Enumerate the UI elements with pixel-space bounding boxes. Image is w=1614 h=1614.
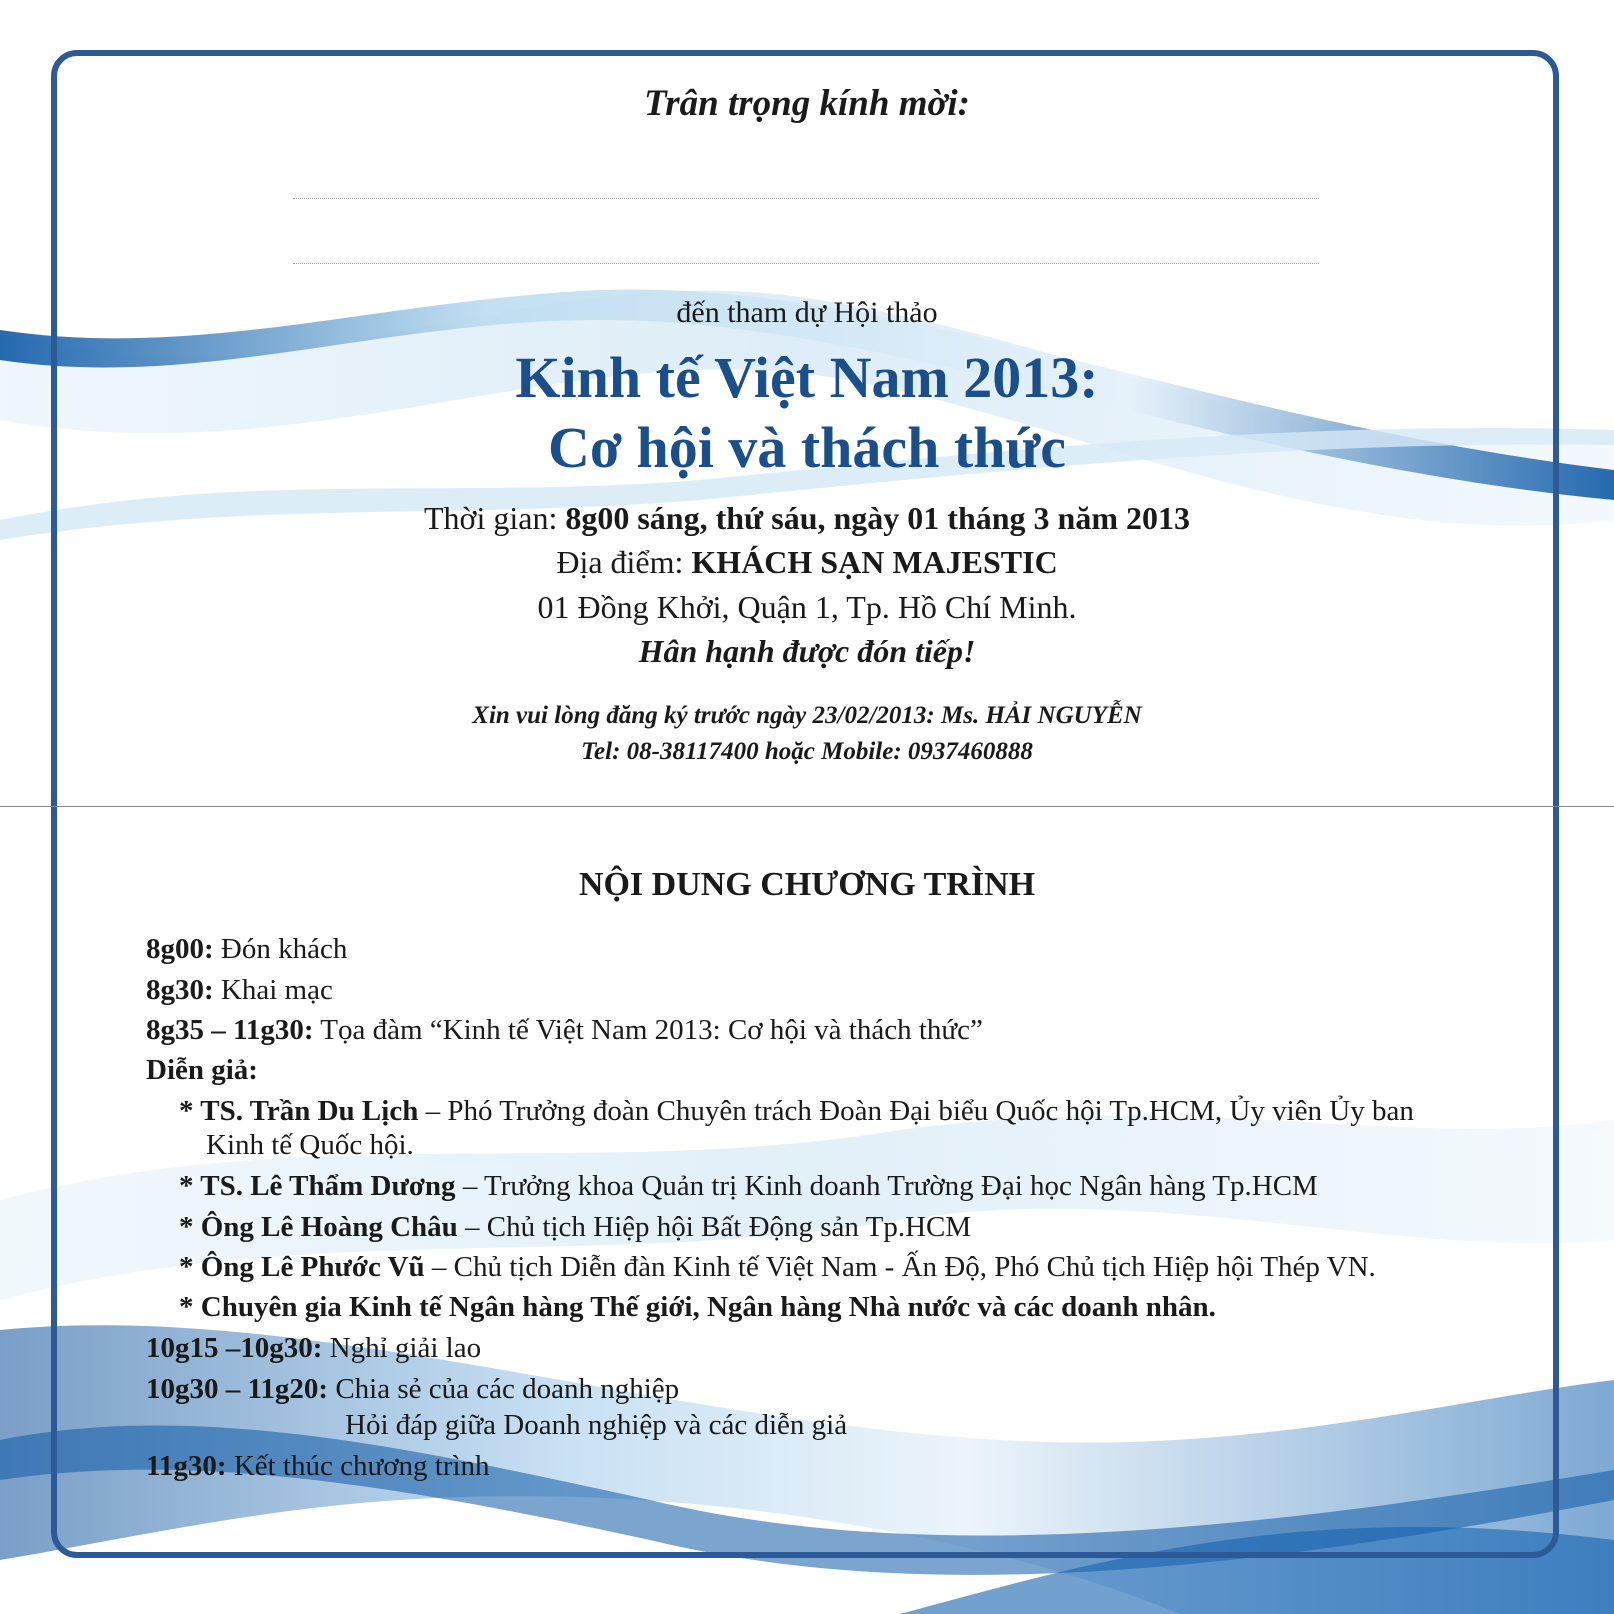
speaker-item: * TS. Lê Thẩm Dương – Trưởng khoa Quản trị Kinh doanh Trường Đại học Ngân hàng Tp.HCM (179, 1170, 1318, 1202)
intro-text: đến tham dự Hội thảo (676, 296, 938, 329)
agenda-item: 11g30: Kết thúc chương trình (146, 1450, 490, 1482)
event-address: 01 Đồng Khởi, Quận 1, Tp. Hồ Chí Minh. (537, 589, 1077, 625)
guest-name-line-1[interactable] (293, 198, 1319, 199)
agenda-item: 8g00: Đón khách (146, 933, 348, 965)
speaker-item-continued: Kinh tế Quốc hội. (206, 1129, 414, 1161)
welcome-text: Hân hạnh được đón tiếp! (638, 633, 976, 669)
speaker-item: * Ông Lê Phước Vũ – Chủ tịch Diễn đàn Kinh tế Việt Nam - Ấn Độ, Phó Chủ tịch Hiệp hội Thép VN. (179, 1251, 1376, 1283)
event-venue: Địa điểm: KHÁCH SẠN MAJESTIC (556, 544, 1058, 580)
event-title-line-2: Cơ hội và thách thức (547, 415, 1067, 480)
guest-name-line-2[interactable] (293, 263, 1319, 264)
speaker-item: * Ông Lê Hoàng Châu – Chủ tịch Hiệp hội Bất Động sản Tp.HCM (179, 1211, 972, 1243)
agenda-item: 10g15 –10g30: Nghỉ giải lao (146, 1332, 482, 1364)
event-time: Thời gian: 8g00 sáng, thứ sáu, ngày 01 tháng 3 năm 2013 (424, 500, 1190, 536)
agenda-item: 8g35 – 11g30: Tọa đàm “Kinh tế Việt Nam 2013: Cơ hội và thách thức” (146, 1014, 983, 1046)
contact-phone: Tel: 08-38117400 hoặc Mobile: 0937460888 (581, 738, 1033, 765)
agenda-title: NỘI DUNG CHƯƠNG TRÌNH (578, 866, 1036, 903)
greeting: Trân trọng kính mời: (644, 83, 970, 124)
agenda-item-continued: Hỏi đáp giữa Doanh nghiệp và các diễn giả (345, 1409, 848, 1441)
fold-line (0, 806, 1614, 807)
event-title-line-1: Kinh tế Việt Nam 2013: (515, 345, 1099, 410)
speaker-item: * Chuyên gia Kinh tế Ngân hàng Thế giới, Ngân hàng Nhà nước và các doanh nhân. (179, 1291, 1216, 1323)
registration-note: Xin vui lòng đăng ký trước ngày 23/02/2013: Ms. HẢI NGUYỄN (472, 702, 1142, 729)
speaker-item: * TS. Trần Du Lịch – Phó Trưởng đoàn Chuyên trách Đoàn Đại biểu Quốc hội Tp.HCM, Ủy viên Ủy ban (179, 1095, 1414, 1127)
agenda-item: 10g30 – 11g20: Chia sẻ của các doanh nghiệp (146, 1373, 680, 1405)
agenda-item: 8g30: Khai mạc (146, 974, 333, 1006)
speakers-label: Diễn giả: (146, 1054, 258, 1086)
